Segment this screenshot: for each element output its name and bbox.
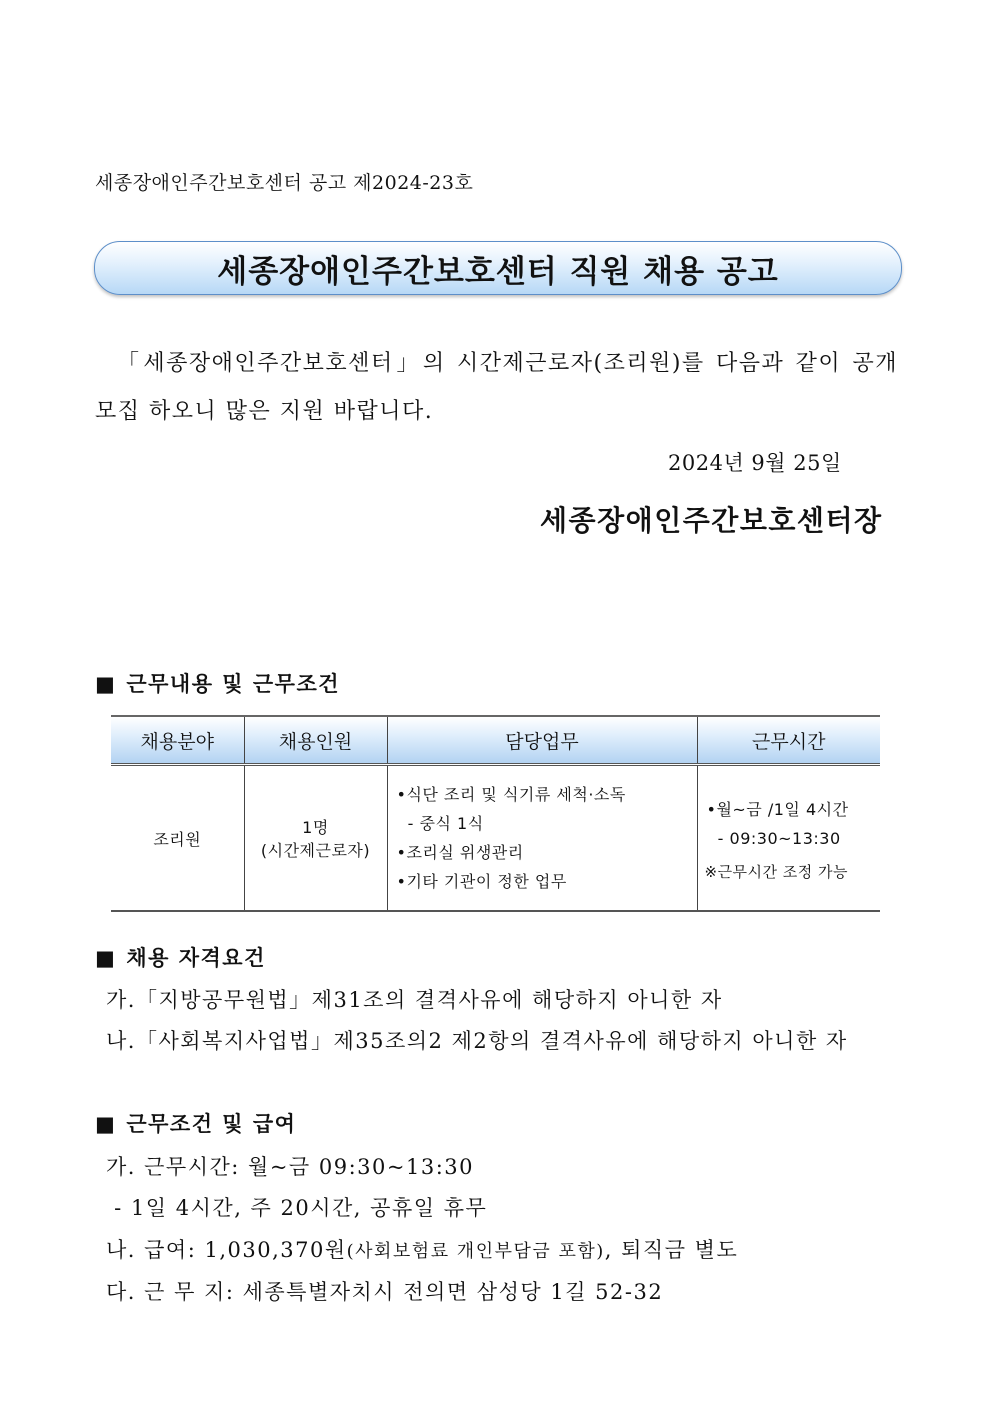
count-cell <box>244 765 387 912</box>
notice-date: 2024년 9월 25일 <box>668 451 842 475</box>
work-hours-detail: - 1일 4시간, 주 20시간, 공휴일 휴무 <box>106 1196 488 1220</box>
column-header: 근무시간 <box>697 716 880 765</box>
duty-item: •기타 기관이 정한 업무 <box>396 872 567 891</box>
section-heading-label: 근무조건 및 급여 <box>126 1111 297 1136</box>
qualification-item: 가.「지방공무원법」제31조의 결격사유에 해당하지 아니한 자 <box>106 988 723 1012</box>
hours-note: ※근무시간 조정 가능 <box>704 862 849 881</box>
square-bullet-icon: ■ <box>95 1112 117 1136</box>
column-header: 채용분야 <box>111 716 244 765</box>
issuer-name: 세종장애인주간보호센터장 <box>540 504 883 537</box>
section-qualifications-heading <box>95 942 266 972</box>
title-banner <box>94 241 902 295</box>
workplace-line: 다. 근 무 지: 세종특별자치시 전의면 삼성당 1길 52-32 <box>106 1280 664 1304</box>
section-heading-label: 채용 자격요건 <box>126 945 266 970</box>
section-heading-label: 근무내용 및 근무조건 <box>126 671 341 696</box>
column-header: 채용인원 <box>244 716 387 765</box>
table-header-row <box>111 716 880 765</box>
notice-number: 세종장애인주간보호센터 공고 제2024-23호 <box>95 172 474 194</box>
square-bullet-icon: ■ <box>95 946 117 970</box>
square-bullet-icon: ■ <box>95 672 117 696</box>
hours-item: - 09:30~13:30 <box>706 828 841 848</box>
section-work-content-heading <box>95 668 340 698</box>
duty-item: •식단 조리 및 식기류 세척·소독 <box>396 785 626 804</box>
salary-note: (사회보험료 개인부담금 포함) <box>346 1241 605 1262</box>
salary-amount: 나. 급여: 1,030,370원 <box>106 1238 347 1262</box>
table-row <box>111 765 880 912</box>
duty-item: - 중식 1식 <box>396 814 484 833</box>
page-title: 세종장애인주간보호센터 직원 채용 공고 <box>217 253 779 290</box>
work-hours-line: 가. 근무시간: 월~금 09:30~13:30 <box>106 1155 475 1179</box>
section-salary-heading <box>95 1108 296 1138</box>
qualification-item: 나.「사회복지사업법」제35조의2 제2항의 결격사유에 해당하지 아니한 자 <box>106 1029 848 1053</box>
column-header: 담당업무 <box>387 716 697 765</box>
severance-note: , 퇴직금 별도 <box>604 1238 739 1262</box>
duty-item: •조리실 위생관리 <box>396 843 524 862</box>
intro-paragraph: 「세종장애인주간보호센터」의 시간제근로자(조리원)를 다음과 같이 공개모집 하오니 많은 지원 바랍니다. <box>95 351 898 424</box>
hours-cell <box>697 765 880 912</box>
salary-line <box>106 1234 738 1264</box>
hours-item: •월~금 /1일 4시간 <box>706 799 849 819</box>
count-value: 1명 <box>302 818 329 837</box>
duties-cell <box>387 765 697 912</box>
work-conditions-table <box>111 715 880 912</box>
count-note: (시간제근로자) <box>260 841 371 860</box>
field-cell: 조리원 <box>111 765 244 912</box>
